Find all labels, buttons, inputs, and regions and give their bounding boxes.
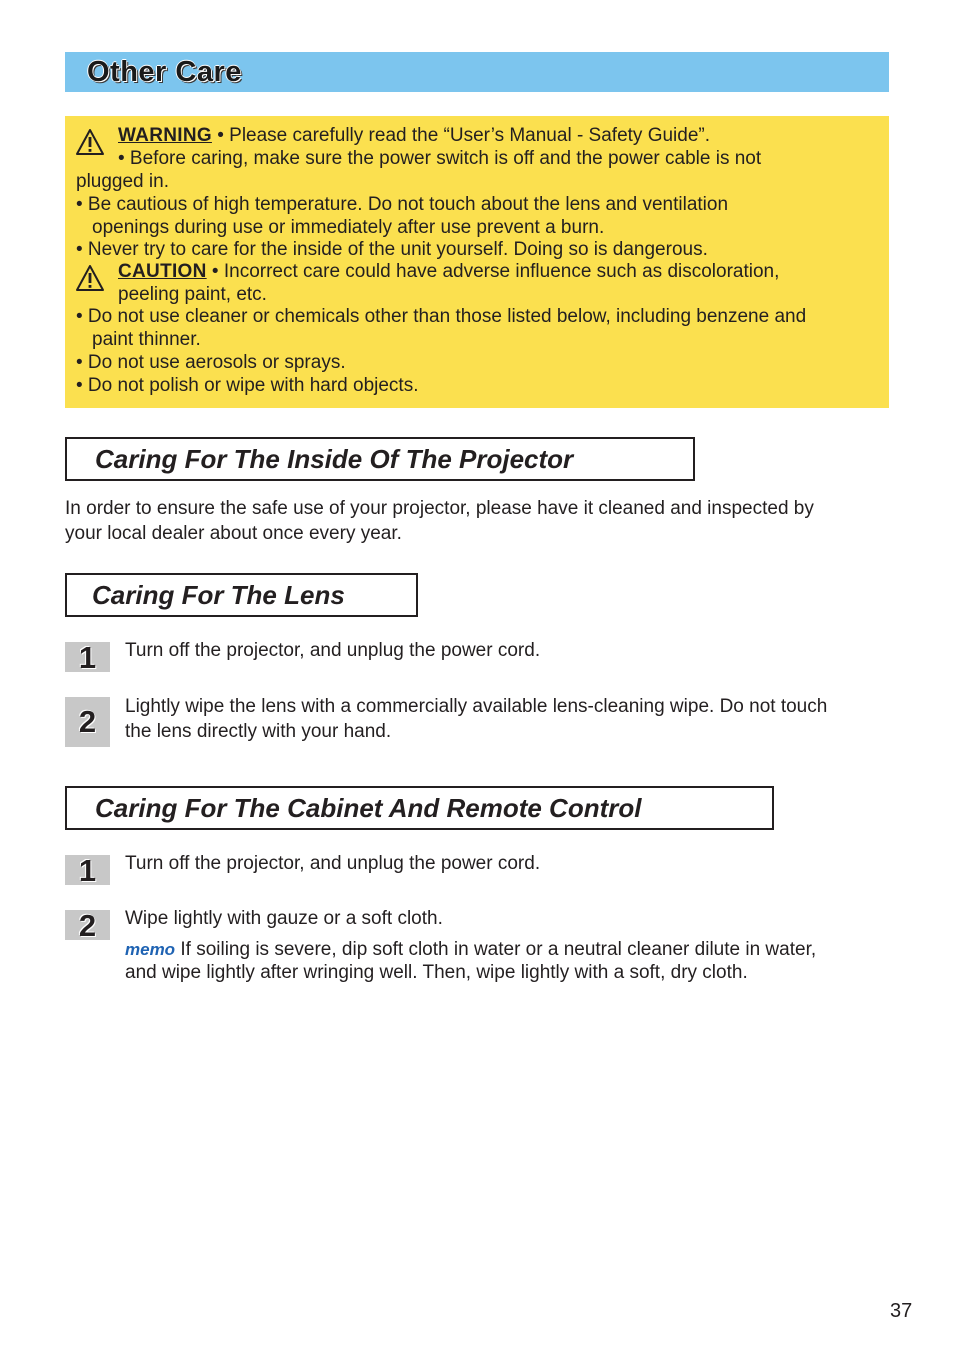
- caution-icon: [75, 264, 105, 292]
- warning-bullet: • Never try to care for the inside of the unit yourself. Doing so is dangerous.: [76, 239, 708, 260]
- step-text: Lightly wipe the lens with a commercially available lens-cleaning wipe. Do not touch: [125, 696, 828, 717]
- step-number-badge: 1: [65, 642, 110, 672]
- page-title-bar: [65, 52, 889, 92]
- safety-notice-box: [65, 116, 889, 408]
- inside-paragraph-line: your local dealer about once every year.: [65, 523, 402, 544]
- memo-note: [125, 937, 816, 962]
- warning-bullet-cont: plugged in.: [76, 171, 169, 192]
- section-title: Caring For The Inside Of The Projector: [95, 444, 574, 474]
- inside-paragraph-line: In order to ensure the safe use of your projector, please have it cleaned and inspected by: [65, 498, 814, 519]
- section-title: Caring For The Lens: [92, 580, 345, 610]
- section-title: Caring For The Cabinet And Remote Control: [95, 793, 642, 823]
- caution-label: CAUTION: [118, 261, 207, 282]
- warning-text: • Please carefully read the “User’s Manual - Safety Guide”.: [211, 125, 711, 146]
- caution-bullet: • Do not polish or wipe with hard objects.: [76, 375, 419, 396]
- page-title: Other Care: [87, 56, 242, 88]
- step-text-cont: the lens directly with your hand.: [125, 721, 392, 742]
- caution-bullet: • Do not use aerosols or sprays.: [76, 352, 346, 373]
- warning-bullet: • Before caring, make sure the power switch is off and the power cable is not: [118, 148, 762, 169]
- warning-label: WARNING: [118, 125, 212, 146]
- warning-bullet: • Be cautious of high temperature. Do not touch about the lens and ventilation: [76, 194, 729, 215]
- section-heading-cabinet: [65, 786, 774, 830]
- step-number-badge: 2: [65, 910, 110, 940]
- page-number: 37: [890, 1300, 913, 1322]
- step-number-badge: 2: [65, 697, 110, 747]
- caution-text-cont: peeling paint, etc.: [118, 284, 267, 305]
- memo-label: memo: [125, 940, 176, 959]
- memo-text: If soiling is severe, dip soft cloth in water or a neutral cleaner dilute in water,: [175, 939, 817, 960]
- warning-line: [118, 124, 710, 147]
- section-heading-inside: [65, 437, 695, 481]
- caution-line: [118, 260, 779, 283]
- step-number-badge: 1: [65, 855, 110, 885]
- memo-text-cont: and wipe lightly after wringing well. Then, wipe lightly with a soft, dry cloth.: [125, 962, 748, 983]
- step-text: Turn off the projector, and unplug the power cord.: [125, 853, 541, 874]
- section-heading-lens: [65, 573, 418, 617]
- step-text: Wipe lightly with gauze or a soft cloth.: [125, 908, 443, 929]
- caution-bullet-cont: paint thinner.: [92, 329, 201, 350]
- caution-text: • Incorrect care could have adverse influence such as discoloration,: [206, 261, 780, 282]
- warning-bullet-cont: openings during use or immediately after use prevent a burn.: [92, 217, 605, 238]
- caution-bullet: • Do not use cleaner or chemicals other than those listed below, including benzene and: [76, 306, 807, 327]
- warning-icon: [75, 128, 105, 156]
- step-text: Turn off the projector, and unplug the power cord.: [125, 640, 541, 661]
